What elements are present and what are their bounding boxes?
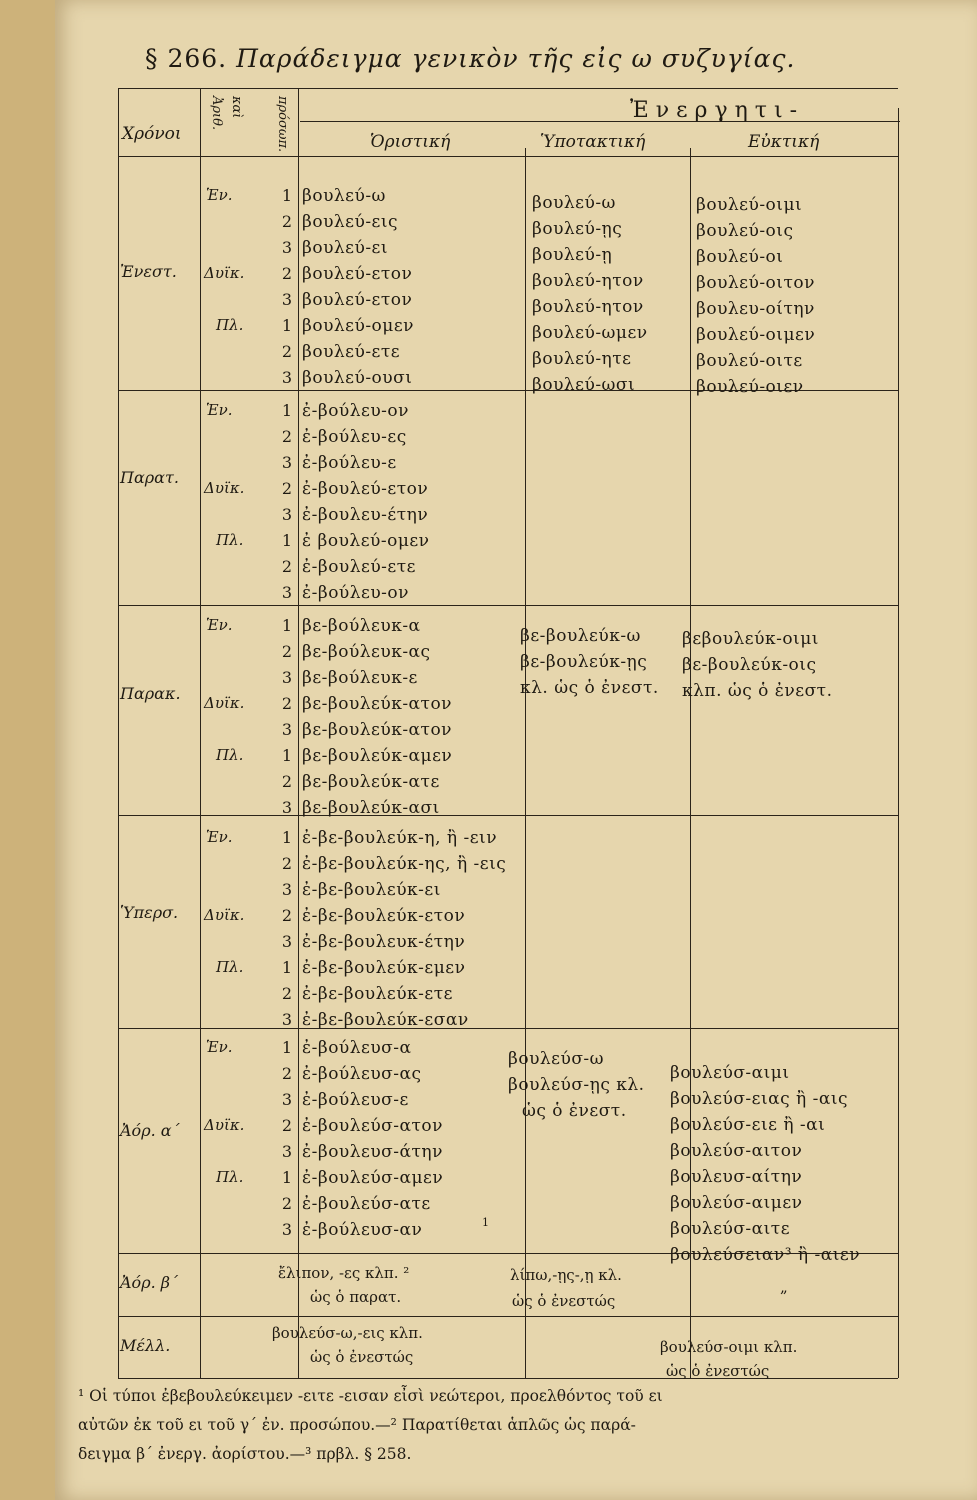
person-number: 2 [281, 557, 292, 576]
person-number: 1 [281, 186, 292, 205]
form: βουλεύ-ητον [532, 297, 644, 317]
future-indicative-note: ὡς ὁ ἐνεστώς [310, 1348, 414, 1366]
form: κλ. ὡς ὁ ἐνεστ. [520, 678, 659, 698]
indicative-form: βουλεύ-ουσι [302, 368, 413, 388]
indicative-form: ἐ-βουλευ-έτην [302, 505, 429, 525]
form: βουλεύσ-ειε ἢ -αι [670, 1115, 826, 1135]
indicative-form: βε-βουλεύκ-ασι [302, 798, 440, 818]
footnote-line: ¹ Οἱ τύποι ἐβεβουλεύκειμεν -ειτε -εισαν εἶσὶ νεώτεροι, προελθόντος τοῦ ει [78, 1387, 663, 1405]
person-number: 3 [281, 1142, 292, 1161]
person-number: 1 [281, 401, 292, 420]
footnotes [78, 1382, 908, 1469]
form: βουλεύ-οι [696, 247, 784, 267]
section-number: § 266. [145, 44, 228, 73]
number-label: Ἑν. [206, 1038, 233, 1056]
indicative-form: ἐ-βούλευ-ον [302, 583, 409, 603]
indicative-form: βε-βουλεύκ-ατον [302, 694, 453, 714]
aorist2-indicative-note: ὡς ὁ παρατ. [310, 1288, 402, 1306]
header-subjunctive: Ὑποτακτική [540, 132, 646, 152]
indicative-form: βε-βούλευκ-ας [302, 642, 431, 662]
indicative-form: ἐ-βουλεύσ-ατον [302, 1116, 443, 1136]
person-number: 2 [281, 479, 292, 498]
form: βουλεύσ-αιμεν [670, 1193, 803, 1213]
person-number: 2 [281, 772, 292, 791]
number-label: Δυϊκ. [204, 264, 245, 282]
number-label: Πλ. [216, 531, 244, 549]
indicative-form: βε-βουλεύκ-ατον [302, 720, 453, 740]
indicative-form: ἐ-βουλευσ-άτην [302, 1142, 443, 1162]
header-optative: Εὐκτική [748, 132, 820, 152]
form: βουλεύ-ητε [532, 349, 632, 369]
person-number: 2 [281, 642, 292, 661]
person-number: 3 [281, 290, 292, 309]
person-number: 2 [281, 427, 292, 446]
tense-label: Μέλλ. [120, 1336, 171, 1355]
indicative-form: ἐ-βε-βουλευκ-έτην [302, 932, 466, 952]
form: βουλευ-οίτην [696, 299, 815, 319]
indicative-form: ἐ-βούλευσ-ας [302, 1064, 422, 1084]
indicative-form: ἐ-βουλεύσ-αμεν [302, 1168, 444, 1188]
indicative-form: βουλεύ-ετον [302, 264, 413, 284]
form: βουλεύσ-αιμι [670, 1063, 790, 1083]
person-number: 2 [281, 264, 292, 283]
person-number: 3 [281, 1010, 292, 1029]
form: βουλεύσ-αιτε [670, 1219, 791, 1239]
form: βουλεύ-ω [532, 193, 616, 213]
number-label: Δυϊκ. [204, 906, 245, 924]
form: βουλεύσ-αιτον [670, 1141, 803, 1161]
aorist2-optative-ditto: „ [780, 1278, 788, 1296]
indicative-form: ἐ-βε-βουλεύκ-εσαν [302, 1010, 469, 1030]
indicative-form: βουλεύ-ω [302, 186, 386, 206]
header-person: πρόσωπ. [275, 96, 290, 153]
form: βουλεύ-ωμεν [532, 323, 648, 343]
footnote-mark: 1 [482, 1216, 489, 1229]
section-rule [118, 605, 898, 606]
person-number: 3 [281, 505, 292, 524]
person-number: 3 [281, 453, 292, 472]
number-label: Ἑν. [206, 186, 233, 204]
future-optative-note: ὡς ὁ ἐνεστώς [666, 1362, 770, 1380]
person-number: 1 [281, 958, 292, 977]
optative-aorist [670, 1060, 860, 1268]
number-label: Δυϊκ. [204, 694, 245, 712]
form: βουλεύ-ῃς [532, 219, 623, 239]
subjunctive-perfect [520, 623, 659, 701]
header-indicative: Ὁριστική [370, 132, 451, 152]
header-voice: Ἐνεργητι- [630, 98, 805, 123]
section-rule [118, 1316, 898, 1317]
tense-column-rule [200, 88, 201, 1378]
indicative-form: ἐ-βούλευσ-α [302, 1038, 412, 1058]
person-number: 2 [281, 212, 292, 231]
form: βουλεύ-οιεν [696, 377, 804, 397]
indicative-form: βουλεύ-ετε [302, 342, 401, 362]
form: βουλεύσειαν³ ἢ -αιεν [670, 1245, 861, 1265]
indicative-form: βε-βούλευκ-ε [302, 668, 418, 688]
table-left-rule [118, 88, 119, 1378]
form: βε-βουλεύκ-ω [520, 626, 641, 646]
form: βουλεύ-ωσι [532, 375, 636, 395]
person-number: 3 [281, 668, 292, 687]
header-rule [118, 156, 898, 157]
table-bottom-rule [118, 1378, 898, 1379]
form: βουλεύ-οιτε [696, 351, 803, 371]
person-number: 1 [281, 828, 292, 847]
person-number: 3 [281, 368, 292, 387]
indicative-form: ἐ-βούλευσ-αν [302, 1220, 423, 1240]
tense-label: Ἐνεστ. [120, 262, 177, 281]
form: βουλεύσ-ῃς κλ. [508, 1075, 645, 1095]
person-number: 3 [281, 1090, 292, 1109]
indicative-form: ἐ-βούλευ-ες [302, 427, 407, 447]
person-number: 2 [281, 1116, 292, 1135]
indicative-form: ἐ-βουλεύ-ετον [302, 479, 429, 499]
person-number: 3 [281, 880, 292, 899]
form: βουλεύ-οιμι [696, 195, 803, 215]
person-number: 2 [281, 906, 292, 925]
person-number: 3 [281, 583, 292, 602]
section-rule [118, 815, 898, 816]
form: βουλεύσ-ω [508, 1049, 605, 1069]
person-number: 2 [281, 694, 292, 713]
header-tenses: Χρόνοι [122, 124, 182, 144]
person-number: 2 [281, 342, 292, 361]
indicative-form: ἐ-βε-βουλεύκ-ετε [302, 984, 453, 1004]
aorist2-subjunctive-note: ὡς ὁ ἐνεστώς [512, 1292, 616, 1310]
indicative-form: βουλεύ-ει [302, 238, 389, 258]
section-heading [145, 44, 845, 73]
form: βουλεύ-οιτον [696, 273, 815, 293]
indicative-form: ἐ-βε-βουλεύκ-εμεν [302, 958, 466, 978]
indicative-form: βουλεύ-ομεν [302, 316, 414, 336]
aorist2-subjunctive: λίπω,-ῃς-,ῃ κλ. [510, 1266, 622, 1284]
number-label: Δυϊκ. [204, 1116, 245, 1134]
form: βεβουλεύκ-οιμι [682, 629, 819, 649]
header-and: καὶ [229, 96, 244, 119]
optative-perfect [682, 626, 832, 704]
form: κλπ. ὡς ὁ ἐνεστ. [682, 681, 833, 701]
person-number: 1 [281, 1038, 292, 1057]
footnote-line: δειγμα β΄ ἐνεργ. ἀορίστου.—³ πρβλ. § 258. [78, 1445, 412, 1463]
indicative-form: βουλεύ-εις [302, 212, 399, 232]
form: βουλεύ-οιμεν [696, 325, 816, 345]
header-number: Ἀριθ. [209, 96, 224, 131]
form: βουλεύσ-ειας ἢ -αις [670, 1089, 849, 1109]
tense-label: Παρατ. [120, 468, 179, 487]
indicative-form: βε-βουλεύκ-αμεν [302, 746, 453, 766]
indicative-form: ἐ-βουλεύ-ετε [302, 557, 416, 577]
person-number: 2 [281, 1194, 292, 1213]
person-number: 3 [281, 238, 292, 257]
indicative-form: ἐ-βούλευ-ε [302, 453, 397, 473]
person-number: 2 [281, 1064, 292, 1083]
form: βε-βουλεύκ-οις [682, 655, 817, 675]
form: βουλεύ-ητον [532, 271, 644, 291]
form: βε-βουλεύκ-ῃς [520, 652, 648, 672]
indicative-form: ἐ βουλεύ-ομεν [302, 531, 430, 551]
number-label: Δυϊκ. [204, 479, 245, 497]
table-right-rule [898, 108, 899, 1378]
number-label: Πλ. [216, 316, 244, 334]
indicative-form: βε-βουλεύκ-ατε [302, 772, 440, 792]
form: ὡς ὁ ἐνεστ. [522, 1101, 627, 1121]
person-number: 1 [281, 316, 292, 335]
number-label: Πλ. [216, 1168, 244, 1186]
tense-label: Παρακ. [120, 684, 181, 703]
indicative-form: ἐ-βε-βουλεύκ-ει [302, 880, 441, 900]
indicative-column-rule [525, 148, 526, 1378]
form: βουλεύ-ῃ [532, 245, 613, 265]
indicative-form: ἐ-βούλευ-ον [302, 401, 409, 421]
tense-label: Ἀόρ. β΄ [120, 1273, 179, 1292]
future-optative: βουλεύσ-οιμι κλπ. [660, 1338, 798, 1356]
indicative-form: βουλεύ-ετον [302, 290, 413, 310]
optative-present [696, 192, 815, 400]
person-number: 1 [281, 1168, 292, 1187]
indicative-form: βε-βούλευκ-α [302, 616, 421, 636]
form: βουλεύ-οις [696, 221, 794, 241]
number-label: Πλ. [216, 746, 244, 764]
person-column-rule [298, 88, 299, 1378]
voice-rule [300, 121, 900, 122]
indicative-form: ἐ-βε-βουλεύκ-ετον [302, 906, 466, 926]
indicative-form: ἐ-βε-βουλεύκ-ης, ἢ -εις [302, 854, 507, 874]
person-number: 1 [281, 531, 292, 550]
aorist2-indicative: ἔλιπον, -ες κλπ. ² [278, 1264, 410, 1282]
indicative-form: ἐ-βε-βουλεύκ-η, ἢ -ειν [302, 828, 498, 848]
subjunctive-aorist [508, 1046, 645, 1124]
indicative-form: ἐ-βούλευσ-ε [302, 1090, 409, 1110]
tense-label: Ἀόρ. α΄ [120, 1121, 180, 1140]
form: βουλευσ-αίτην [670, 1167, 803, 1187]
table-top-rule [118, 88, 898, 89]
section-rule [118, 1028, 898, 1029]
person-number: 3 [281, 720, 292, 739]
person-number: 2 [281, 854, 292, 873]
number-label: Ἑν. [206, 401, 233, 419]
person-number: 2 [281, 984, 292, 1003]
subjunctive-present [532, 190, 648, 398]
number-label: Πλ. [216, 958, 244, 976]
tense-label: Ὑπερσ. [120, 903, 179, 922]
person-number: 3 [281, 798, 292, 817]
person-number: 1 [281, 746, 292, 765]
conjugation-table [100, 88, 910, 1388]
number-label: Ἑν. [206, 828, 233, 846]
future-indicative: βουλεύσ-ω,-εις κλπ. [272, 1324, 423, 1342]
person-number: 3 [281, 1220, 292, 1239]
indicative-form: ἐ-βουλεύσ-ατε [302, 1194, 431, 1214]
footnote-line: αὐτῶν ἐκ τοῦ ει τοῦ γ΄ ἐν. προσώπου.—² Παρατίθεται ἁπλῶς ὡς παρά- [78, 1416, 636, 1434]
section-title: Παράδειγμα γενικὸν τῆς εἰς ω συζυγίας. [236, 44, 796, 73]
person-number: 3 [281, 932, 292, 951]
number-label: Ἑν. [206, 616, 233, 634]
person-number: 1 [281, 616, 292, 635]
